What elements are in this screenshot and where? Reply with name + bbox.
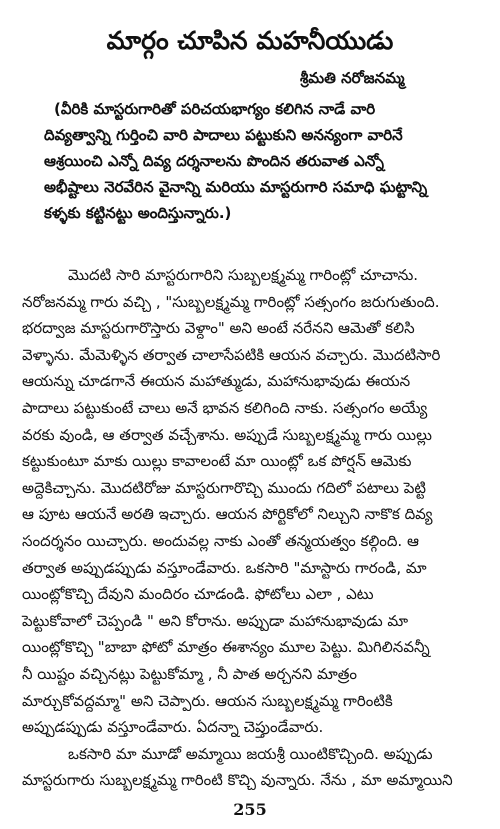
body-line: మార్చుకోవద్దమ్మా" అని చెప్పారు. ఆయన సుబ్బలక్ష్మమ్మ గారింటికి (22, 691, 393, 710)
body-line: యింట్లోకొచ్చి దేవుని మందిరం చూడండి. ఫోటోలు ఎలా , ఎటు (22, 585, 374, 604)
intro-line: అభీష్టాలు నెరవేరిన వైనాన్ని మరియు మాస్టరుగారి సమాధి ఘట్టాన్ని (44, 178, 428, 196)
body-line: వరకు వుండి, ఆ తర్వాత వచ్చేశాను. అప్పుడే సుబ్బలక్ష్మమ్మ గారు యిల్లు (22, 425, 432, 444)
body-line: యింట్లోకొచ్చి "బాబా ఫోటో మాత్రం ఈశాన్యం మూల పెట్టు. మిగిలినవన్నీ (22, 638, 430, 657)
page-number: 255 (233, 800, 267, 819)
body-line: వెళ్ళాను. మేమెళ్ళిన తర్వాత చాలాసేపటికి ఆయన వచ్చారు. మొదటిసారి (22, 345, 441, 364)
author-name: శ్రీమతి నరోజనమ్మ (300, 69, 405, 87)
intro-line: దివ్యత్వాన్ని గుర్తించి వారి పాదాలు పట్టుకుని అనన్యంగా వారినే (44, 126, 403, 144)
body-line: కట్టుకుంటూ మాకు యిల్లు కావాలంటే మా యింట్లో ఒక పోర్షన్ ఆమెకు (22, 452, 412, 471)
body-line: మొదటి సారి మాస్టరుగారిని సుబ్బలక్ష్మమ్మ గారింట్లో చూచాను. (68, 266, 419, 284)
intro-line: ఆశ్రయించి ఎన్నో దివ్య దర్శనాలను పొందిన తరువాత ఎన్నో (44, 152, 384, 170)
chapter-title: మార్గం చూపిన మహనీయుడు (106, 26, 394, 55)
body-line: సందర్శనం యిచ్చారు. అందువల్ల నాకు ఎంతో తన్మయత్వం కల్గింది. ఆ (22, 531, 419, 550)
body-line: అద్దెకిచ్చాను. మొదటిరోజు మాస్టరుగారొచ్చి ముందు గదిలో పటాలు పెట్టి (22, 478, 426, 497)
intro-line: కళ్ళకు కట్టినట్టు అందిస్తున్నారు.) (44, 204, 232, 222)
body-line: తర్వాత అప్పుడప్పుడు వస్తూండేవారు. ఒకసారి "మాస్టారు గారండి, మా (22, 558, 427, 577)
intro-note (44, 96, 427, 226)
body-line: ఆయన్ను చూడగానే ఈయన మహాత్ముడు, మహానుభావుడు ఈయన (22, 372, 411, 391)
body-line: నరోజనమ్మ గారు వచ్చి , "సుబ్బలక్ష్మమ్మ గారింట్లో సత్సంగం జరుగుతుంది. (22, 292, 440, 311)
body-line: పాదాలు పట్టుకుంటే చాలు అనే భావన కలిగింది నాకు. సత్సంగం అయ్యే (22, 398, 428, 417)
body-line: అప్పుడప్పుడు వస్తూండేవారు. ఏదన్నా చెప్తుండేవారు. (22, 718, 324, 737)
intro-line: (వీరికి మాస్టరుగారితో పరిచయభాగ్యం కలిగిన నాడే వారి (54, 100, 376, 118)
body-line: ఒకసారి మా మూడో అమ్మాయి జయశ్రీ యింటికొచ్చింది. అప్పుడు (68, 744, 433, 763)
body-line: ఆ పూట ఆయనే అరతి ఇచ్చారు. ఆయన పోర్టికోలో నిల్చుని నాకొక దివ్య (22, 505, 433, 524)
body-line: భరద్వాజ మాస్టరుగారొస్తారు వెళ్దాం" అని అంటే నరేనని ఆమెతో కలిసి (22, 319, 415, 338)
body-line: నీ యిష్టం వచ్చినట్లు పెట్టుకోమ్మా , నీ పాత అర్చనని మాత్రం (22, 664, 358, 683)
body-line: మాస్టరుగారు సుబ్బలక్ష్మమ్మ గారింటి కొచ్చి వున్నారు. నేను , మా అమ్మాయిని (22, 771, 453, 790)
body-line: పెట్టుకోవాలో చెప్పండి " అని కోరాను. అప్పుడా మహానుభావుడు మా (22, 611, 409, 630)
body-text (22, 262, 453, 794)
